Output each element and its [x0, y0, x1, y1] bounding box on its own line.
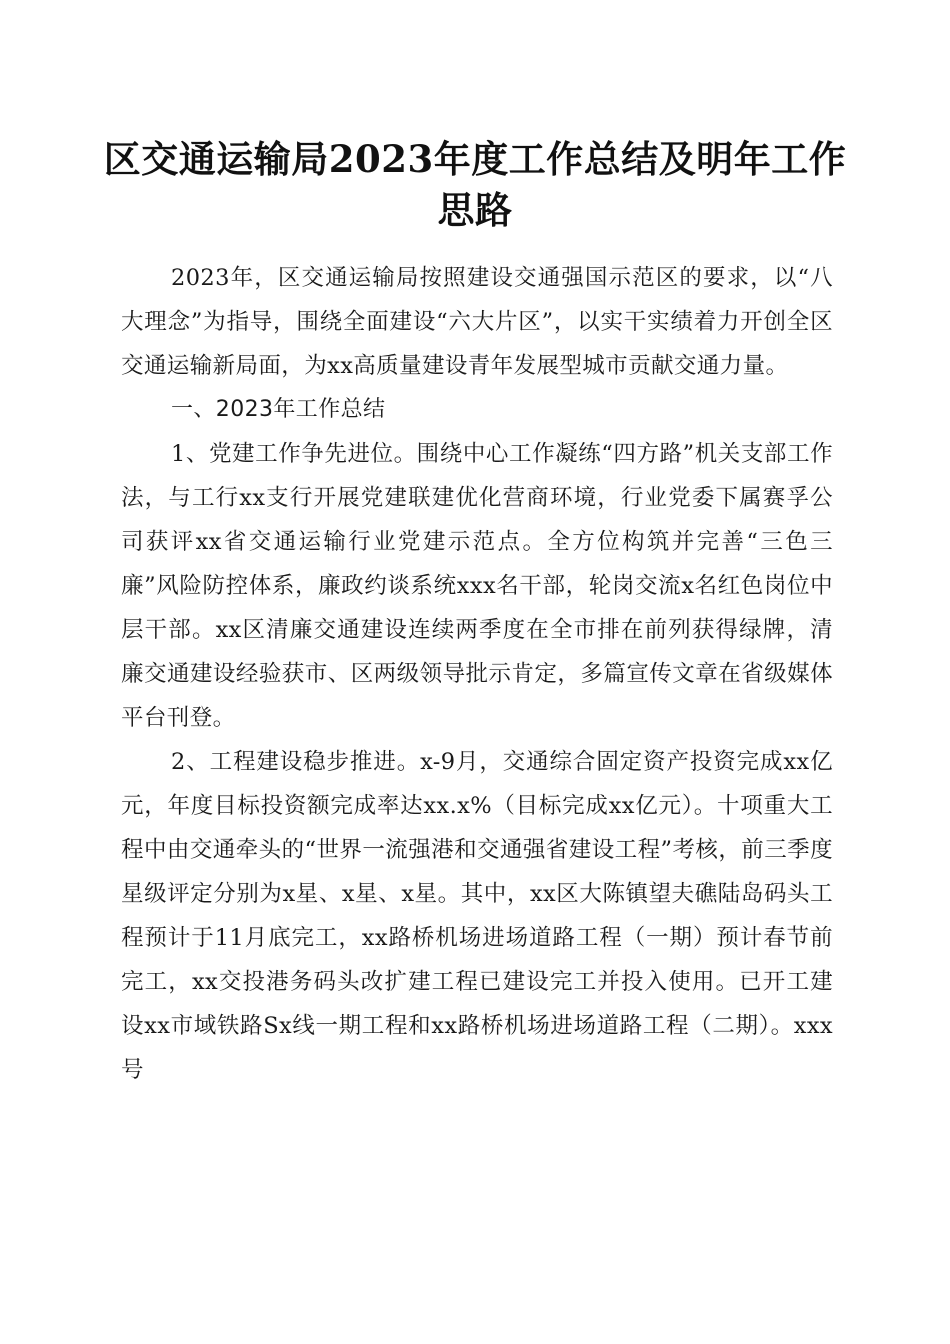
document-body — [121, 256, 833, 1092]
intro-paragraph: 2023年，区交通运输局按照建设交通强国示范区的要求，以“八大理念”为指导，围绕全面建设“六大片区”，以实干实绩着力开创全区交通运输新局面，为xx高质量建设青年发展型城市贡献交通力量。 — [121, 265, 833, 379]
title-line-2: 思路 — [437, 188, 513, 232]
item-2-paragraph: 2、工程建设稳步推进。x-9月，交通综合固定资产投资完成xx亿元，年度目标投资额完成率达xx.x%（目标完成xx亿元）。十项重大工程中由交通牵头的“世界一流强港和交通强省建设工程”考核，前三季度星级评定分别为x星、x星、x星。其中，xx区大陈镇望夫礁陆岛码头工程预计于11月底完工，xx路桥机场进场道路工程（一期）预计春节前完工，xx交投港务码头改扩建工程已建设完工并投入使用。已开工建设xx市域铁路Sx线一期工程和xx路桥机场进场道路工程（二期）。xxx号 — [121, 749, 833, 1083]
title-line-1: 区交通运输局2023年度工作总结及明年工作 — [103, 137, 847, 181]
item-1-paragraph: 1、党建工作争先进位。围绕中心工作凝练“四方路”机关支部工作法，与工行xx支行开展党建联建优化营商环境，行业党委下属赛孚公司获评xx省交通运输行业党建示范点。全方位构筑并完善“三色三廉”风险防控体系，廉政约谈系统xxx名干部，轮岗交流x名红色岗位中层干部。xx区清廉交通建设连续两季度在全市排在前列获得绿牌，清廉交通建设经验获市、区两级领导批示肯定，多篇宣传文章在省级媒体平台刊登。 — [121, 441, 833, 731]
section-heading: 一、2023年工作总结 — [171, 397, 386, 422]
document-title — [100, 134, 850, 236]
